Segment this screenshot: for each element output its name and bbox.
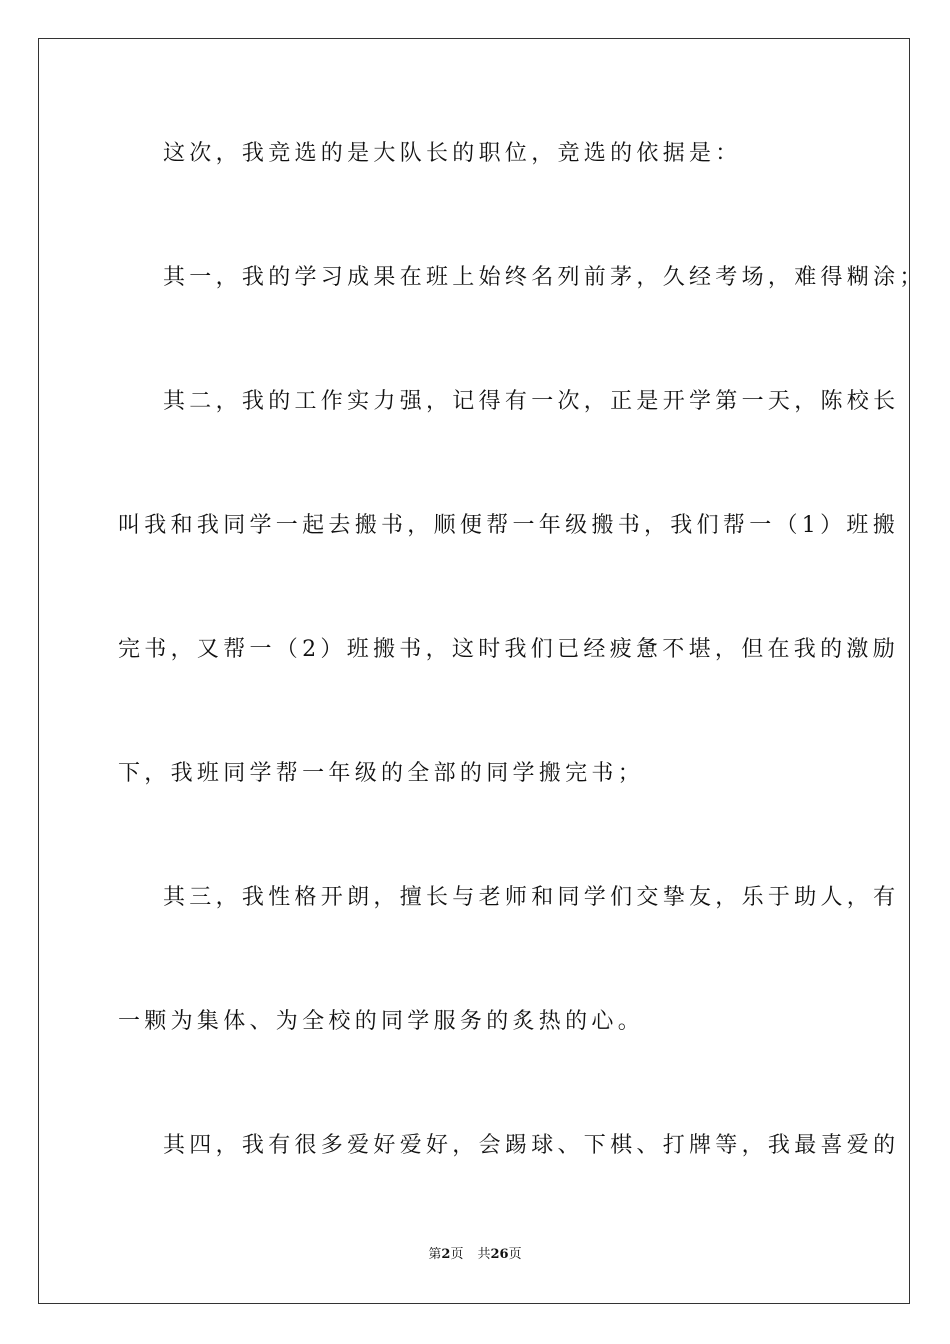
total-suffix: 页 bbox=[508, 1247, 522, 1262]
paragraph-line: 这次，我竞选的是大队长的职位，竞选的依据是： bbox=[163, 141, 742, 166]
paragraph-line: 下，我班同学帮一年级的全部的同学搬完书； bbox=[118, 761, 645, 786]
paragraph-line: 叫我和我同学一起去搬书，顺便帮一年级搬书，我们帮一（1）班搬 bbox=[118, 513, 899, 538]
page-footer bbox=[0, 1246, 950, 1264]
paragraph-line: 其四，我有很多爱好爱好，会踢球、下棋、打牌等，我最喜爱的 bbox=[163, 1133, 900, 1158]
paragraph-line: 完书，又帮一（2）班搬书，这时我们已经疲惫不堪，但在我的激励 bbox=[118, 637, 899, 662]
total-pages: 26 bbox=[490, 1247, 509, 1262]
paragraph-line: 一颗为集体、为全校的同学服务的炙热的心。 bbox=[118, 1009, 645, 1034]
paragraph-line: 其三，我性格开朗，擅长与老师和同学们交挚友，乐于助人，有 bbox=[163, 885, 900, 910]
total-prefix: 共 bbox=[477, 1247, 491, 1262]
page-number: 2 bbox=[441, 1247, 451, 1262]
page-prefix: 第 bbox=[428, 1247, 442, 1262]
page-border bbox=[38, 38, 910, 1304]
page-suffix: 页 bbox=[450, 1247, 464, 1262]
paragraph-line: 其一，我的学习成果在班上始终名列前茅，久经考场，难得糊涂； bbox=[163, 265, 926, 290]
paragraph-line: 其二，我的工作实力强，记得有一次，正是开学第一天，陈校长 bbox=[163, 389, 900, 414]
